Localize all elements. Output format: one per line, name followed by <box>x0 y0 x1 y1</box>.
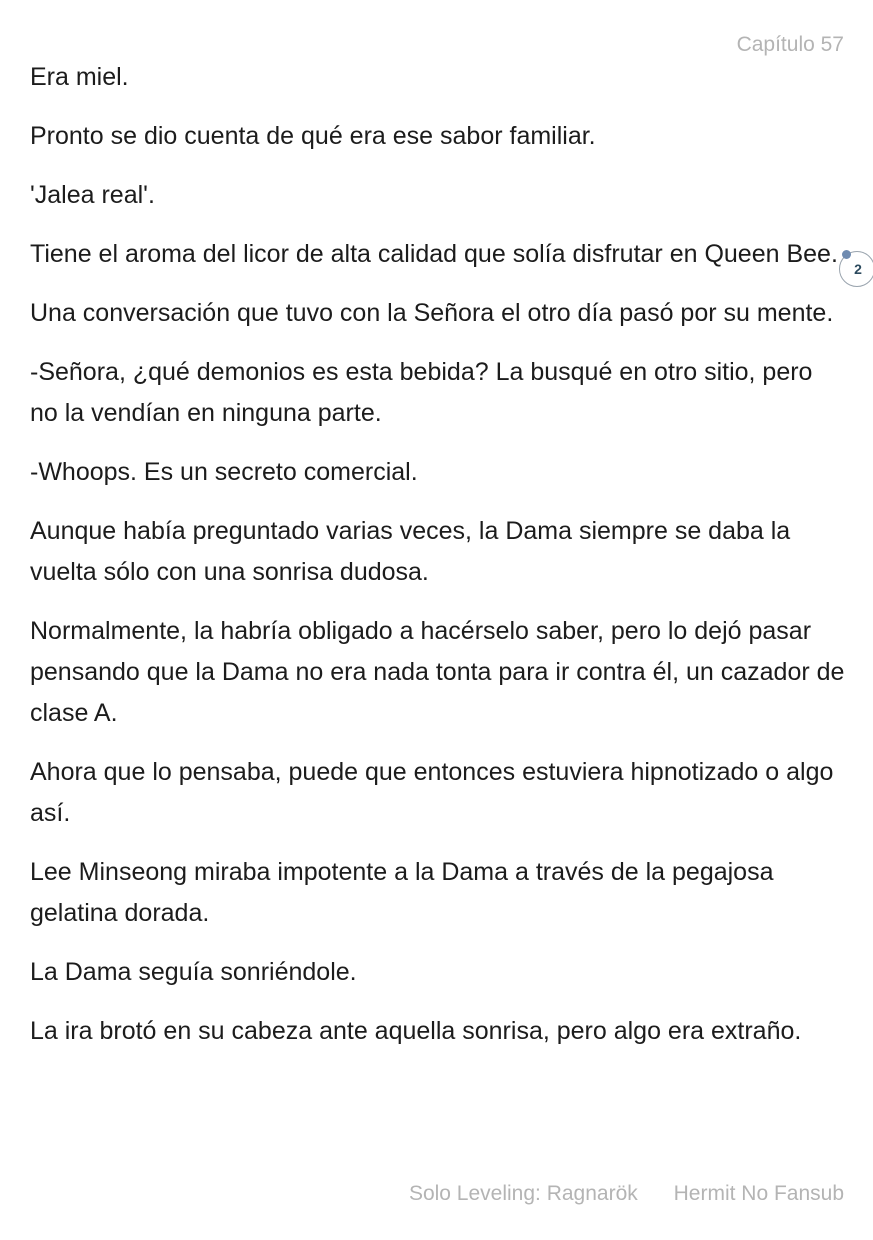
paragraph: Aunque había preguntado varias veces, la Dama siempre se daba la vuelta sólo con una sonrisa dudosa. <box>30 517 791 586</box>
paragraph: 'Jalea real'. <box>30 181 155 209</box>
paragraph: La ira brotó en su cabeza ante aquella sonrisa, pero algo era extraño. <box>30 1017 802 1045</box>
page-number: 2 <box>854 261 862 277</box>
page-footer <box>409 1182 844 1206</box>
paragraph: -Señora, ¿qué demonios es esta bebida? La busqué en otro sitio, pero no la vendían en ninguna parte. <box>30 358 813 427</box>
paragraph: Era miel. <box>30 63 129 91</box>
paragraph: Normalmente, la habría obligado a hacérselo saber, pero lo dejó pasar pensando que la Dama no era nada tonta para ir contra él, un cazador de clase A. <box>30 617 845 727</box>
book-title: Solo Leveling: Ragnarök <box>408 1182 638 1205</box>
paragraph: Tiene el aroma del licor de alta calidad que solía disfrutar en Queen Bee. <box>30 240 838 268</box>
paragraph: Una conversación que tuvo con la Señora el otro día pasó por su mente. <box>30 299 834 327</box>
paragraph: -Whoops. Es un secreto comercial. <box>30 458 418 486</box>
chapter-text <box>30 57 845 1070</box>
paragraph: Ahora que lo pensaba, puede que entonces estuviera hipnotizado o algo así. <box>30 758 834 827</box>
paragraph: Pronto se dio cuenta de qué era ese sabor familiar. <box>30 122 596 150</box>
paragraph: La Dama seguía sonriéndole. <box>30 958 357 986</box>
paragraph: Lee Minseong miraba impotente a la Dama a través de la pegajosa gelatina dorada. <box>30 858 774 927</box>
chapter-label: Capítulo 57 <box>736 33 844 56</box>
translator-credit: Hermit No Fansub <box>673 1182 844 1205</box>
